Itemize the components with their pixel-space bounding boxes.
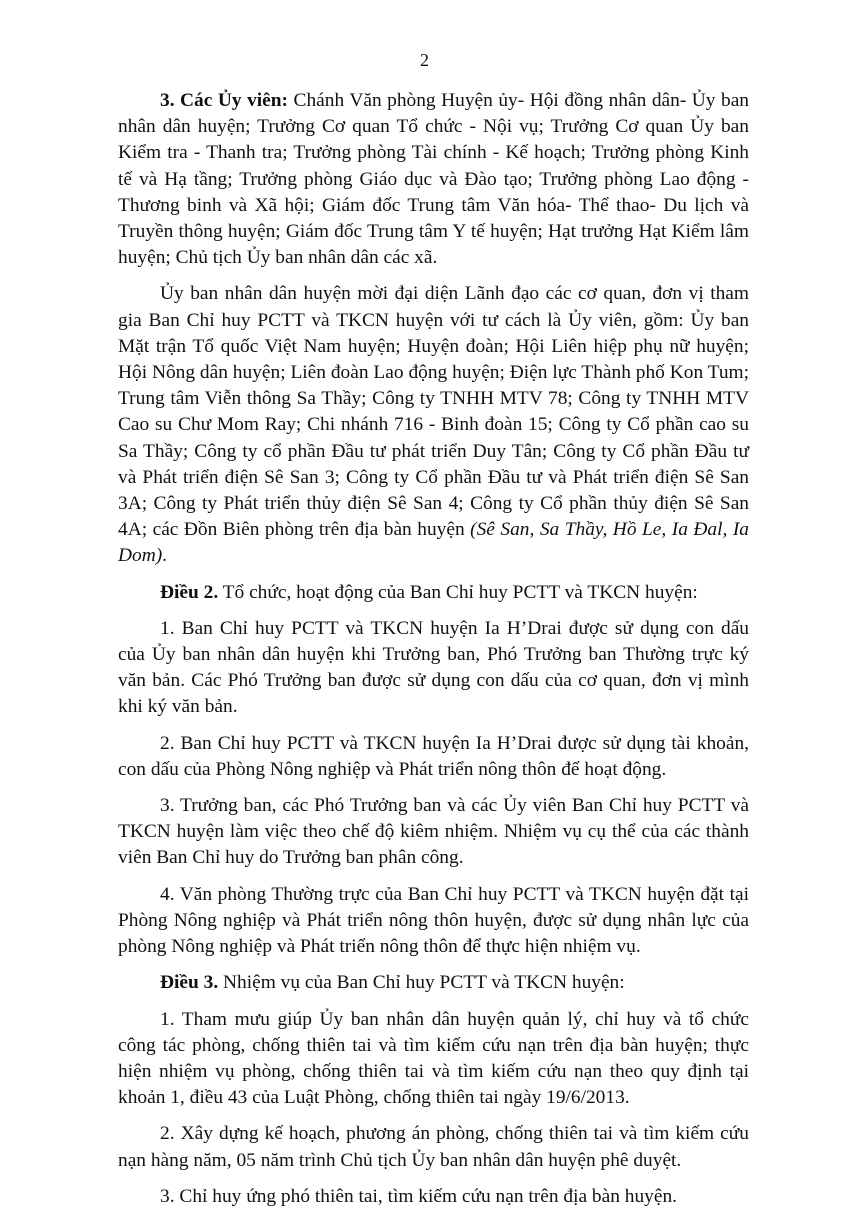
article-3-item-1: 1. Tham mưu giúp Ủy ban nhân dân huyện quản lý, chỉ huy và tổ chức công tác phòng, chống thiên tai và tìm kiếm cứu nạn trên địa bàn huyện; thực hiện nhiệm vụ phòng, chống thiên tai và tìm kiếm cứu nạn theo quy định tại khoản 1, điều 43 của Luật Phòng, chống thiên tai ngày 19/6/2013. (118, 1008, 749, 1109)
article-title: Tổ chức, hoạt động của Ban Chỉ huy PCTT và TKCN huyện: (218, 581, 698, 603)
paragraph-text: Chánh Văn phòng Huyện ủy- Hội đồng nhân dân- Ủy ban nhân dân huyện; Trưởng Cơ quan Tổ chức - Nội vụ; Trưởng Cơ quan Ủy ban Kiểm tra - Thanh tra; Trưởng phòng Tài chính - Kế hoạch; Trưởng phòng Kinh tế và Hạ tầng; Trưởng phòng Giáo dục và Đào tạo; Trưởng phòng Lao động - Thương binh và Xã hội; Giám đốc Trung tâm Văn hóa- Thể thao- Du lịch và Truyền thông huyện; Giám đốc Trung tâm Y tế huyện; Hạt trưởng Hạt Kiểm lâm huyện; Chủ tịch Ủy ban nhân dân các xã. (118, 90, 749, 269)
article-3-heading (118, 970, 749, 996)
article-2-item-2: 2. Ban Chỉ huy PCTT và TKCN huyện Ia H’Drai được sử dụng tài khoản, con dấu của Phòng Nông nghiệp và Phát triển nông thôn để hoạt động. (118, 732, 749, 780)
section-heading-members: 3. Các Ủy viên: (160, 90, 289, 111)
article-label: Điều 2. (160, 581, 219, 603)
article-2-item-4: 4. Văn phòng Thường trực của Ban Chỉ huy PCTT và TKCN huyện đặt tại Phòng Nông nghiệp và Phát triển nông thôn huyện, được sử dụng nhân lực của phòng Nông nghiệp và Phát triển nông thôn để thực hiện nhiệm vụ. (118, 883, 749, 958)
article-3-item-3: 3. Chỉ huy ứng phó thiên tai, tìm kiếm cứu nạn trên địa bàn huyện. (160, 1185, 678, 1207)
paragraph-end: . (162, 545, 168, 567)
article-2-heading (118, 580, 749, 606)
article-2-item-1: 1. Ban Chỉ huy PCTT và TKCN huyện Ia H’Drai được sử dụng con dấu của Ủy ban nhân dân huyện khi Trưởng ban, Phó Trưởng ban Thường trực ký văn bản. Các Phó Trưởng ban được sử dụng con dấu của cơ quan, đơn vị mình khi ký văn bản. (118, 617, 749, 718)
article-3-item-2: 2. Xây dựng kế hoạch, phương án phòng, chống thiên tai và tìm kiếm cứu nạn hàng năm, 05 năm trình Chủ tịch Ủy ban nhân dân huyện phê duyệt. (118, 1123, 749, 1171)
article-label: Điều 3. (160, 972, 219, 994)
article-title: Nhiệm vụ của Ban Chỉ huy PCTT và TKCN huyện: (218, 972, 625, 994)
paragraph-invited-members (118, 281, 749, 569)
border-posts-list: (Sê San, Sa Thầy, Hồ Le, Ia Đal, Ia Dom) (118, 519, 749, 567)
paragraph-members (118, 88, 749, 271)
paragraph-text: Ủy ban nhân dân huyện mời đại diện Lãnh đạo các cơ quan, đơn vị tham gia Ban Chỉ huy PCTT và TKCN huyện với tư cách là Ủy viên, gồm: Ủy ban Mặt trận Tổ quốc Việt Nam huyện; Huyện đoàn; Hội Liên hiệp phụ nữ huyện; Hội Nông dân huyện; Liên đoàn Lao động huyện; Điện lực Thành phố Kon Tum; Trung tâm Viễn thông Sa Thầy; Công ty TNHH MTV 78; Công ty TNHH MTV Cao su Chư Mom Ray; Chi nhánh 716 - Binh đoàn 15; Công ty Cổ phần cao su Sa Thầy; Công ty cổ phần Đầu tư phát triển Duy Tân; Công ty Cổ phần Đầu tư và Phát triển điện Sê San 3; Công ty Cổ phần Đầu tư và Phát triển điện Sê San 3A; Công ty Phát triển thủy điện Sê San 4; Công ty Cổ phần thủy điện Sê San 4A; các Đồn Biên phòng trên địa bàn huyện (118, 283, 749, 541)
page-number: 2 (420, 50, 429, 70)
document-body (118, 88, 749, 1220)
article-2-item-3: 3. Trưởng ban, các Phó Trưởng ban và các Ủy viên Ban Chỉ huy PCTT và TKCN huyện làm việc theo chế độ kiêm nhiệm. Nhiệm vụ cụ thể của các thành viên Ban Chỉ huy do Trưởng ban phân công. (118, 795, 749, 869)
